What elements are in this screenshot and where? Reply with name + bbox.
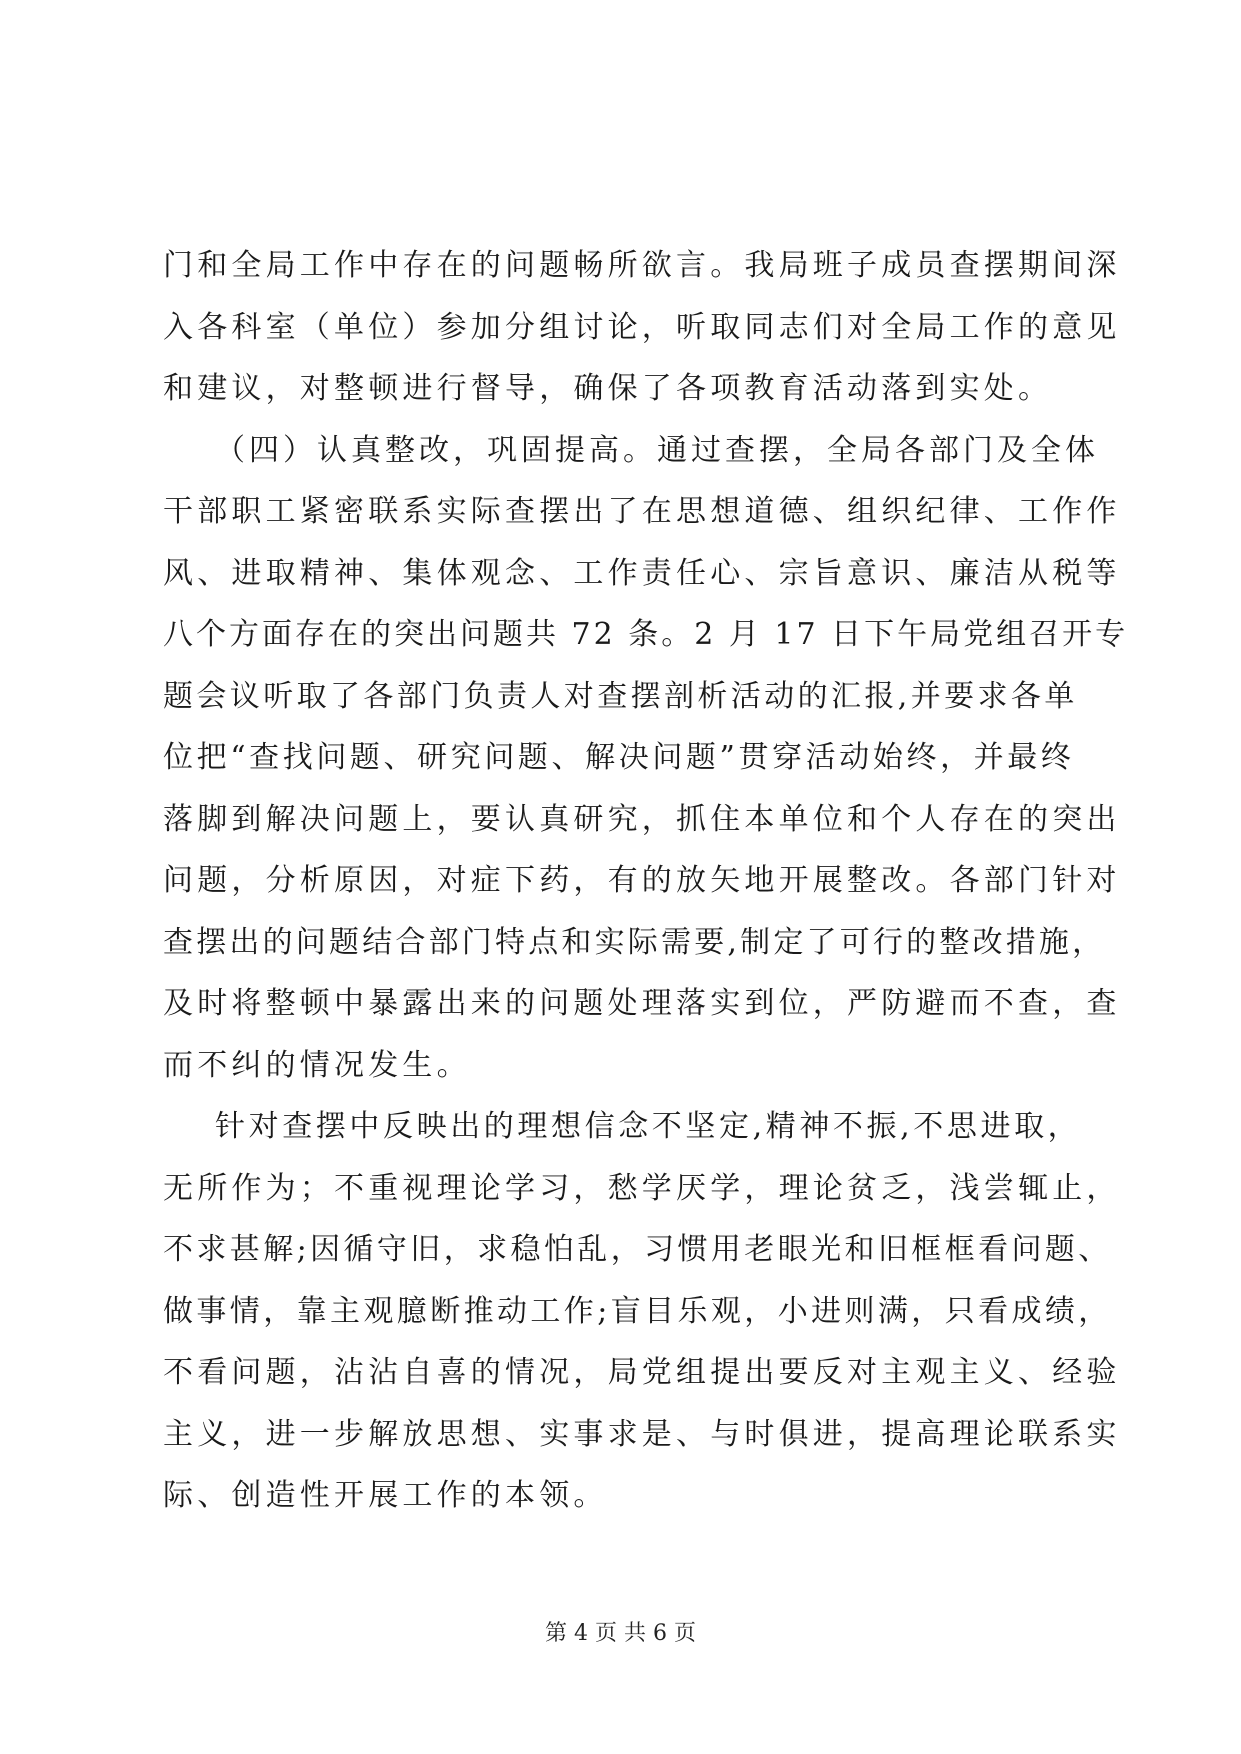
document-body [163, 235, 1129, 1527]
text-line: 查摆出的问题结合部门特点和实际需要,制定了可行的整改措施， [163, 924, 1106, 960]
page-number-footer: 第 4 页 共 6 页 [545, 1621, 696, 1646]
paragraph-start-line: （四）认真整改，巩固提高。通过查摆，全局各部门及全体 [215, 432, 1099, 468]
text-line: 不求甚解;因循守旧，求稳怕乱，习惯用老眼光和旧框框看问题、 [163, 1232, 1112, 1267]
text-line: 和建议，对整顿进行督导，确保了各项教育活动落到实处。 [163, 371, 1053, 406]
text-line: 风、进取精神、集体观念、工作责任心、宗旨意识、廉洁从税等 [163, 555, 1121, 591]
text-line: 八个方面存在的突出问题共 72 条。2 月 17 日下午局党组召开专 [163, 617, 1129, 652]
text-line: 问题，分析原因，对症下药，有的放矢地开展整改。各部门针对 [163, 863, 1121, 898]
text-line: 落脚到解决问题上，要认真研究，抓住本单位和个人存在的突出 [163, 801, 1121, 837]
text-line: 际、创造性开展工作的本领。 [163, 1478, 608, 1513]
text-line: 而不纠的情况发生。 [163, 1047, 471, 1083]
text-line: 主义，进一步解放思想、实事求是、与时俱进，提高理论联系实 [163, 1416, 1121, 1452]
text-line: 及时将整顿中暴露出来的问题处理落实到位，严防避而不查，查 [163, 986, 1121, 1021]
text-line: 做事情，靠主观臆断推动工作;盲目乐观，小进则满，只看成绩， [163, 1293, 1112, 1329]
text-line: 入各科室（单位）参加分组讨论，听取同志们对全局工作的意见 [163, 309, 1121, 345]
text-line: 题会议听取了各部门负责人对查摆剖析活动的汇报,并要求各单 [163, 678, 1078, 714]
text-line: 无所作为；不重视理论学习，愁学厌学，理论贫乏，浅尝辄止， [163, 1170, 1121, 1206]
paragraph-start-line: 针对查摆中反映出的理想信念不坚定,精神不振,不思进取， [215, 1109, 1082, 1144]
text-line: 位把“查找问题、研究问题、解决问题”贯穿活动始终，并最终 [163, 740, 1075, 775]
text-line: 不看问题，沾沾自喜的情况，局党组提出要反对主观主义、经验 [163, 1355, 1121, 1390]
text-line: 干部职工紧密联系实际查摆出了在思想道德、组织纪律、工作作 [163, 494, 1121, 529]
text-line: 门和全局工作中存在的问题畅所欲言。我局班子成员查摆期间深 [163, 248, 1121, 283]
